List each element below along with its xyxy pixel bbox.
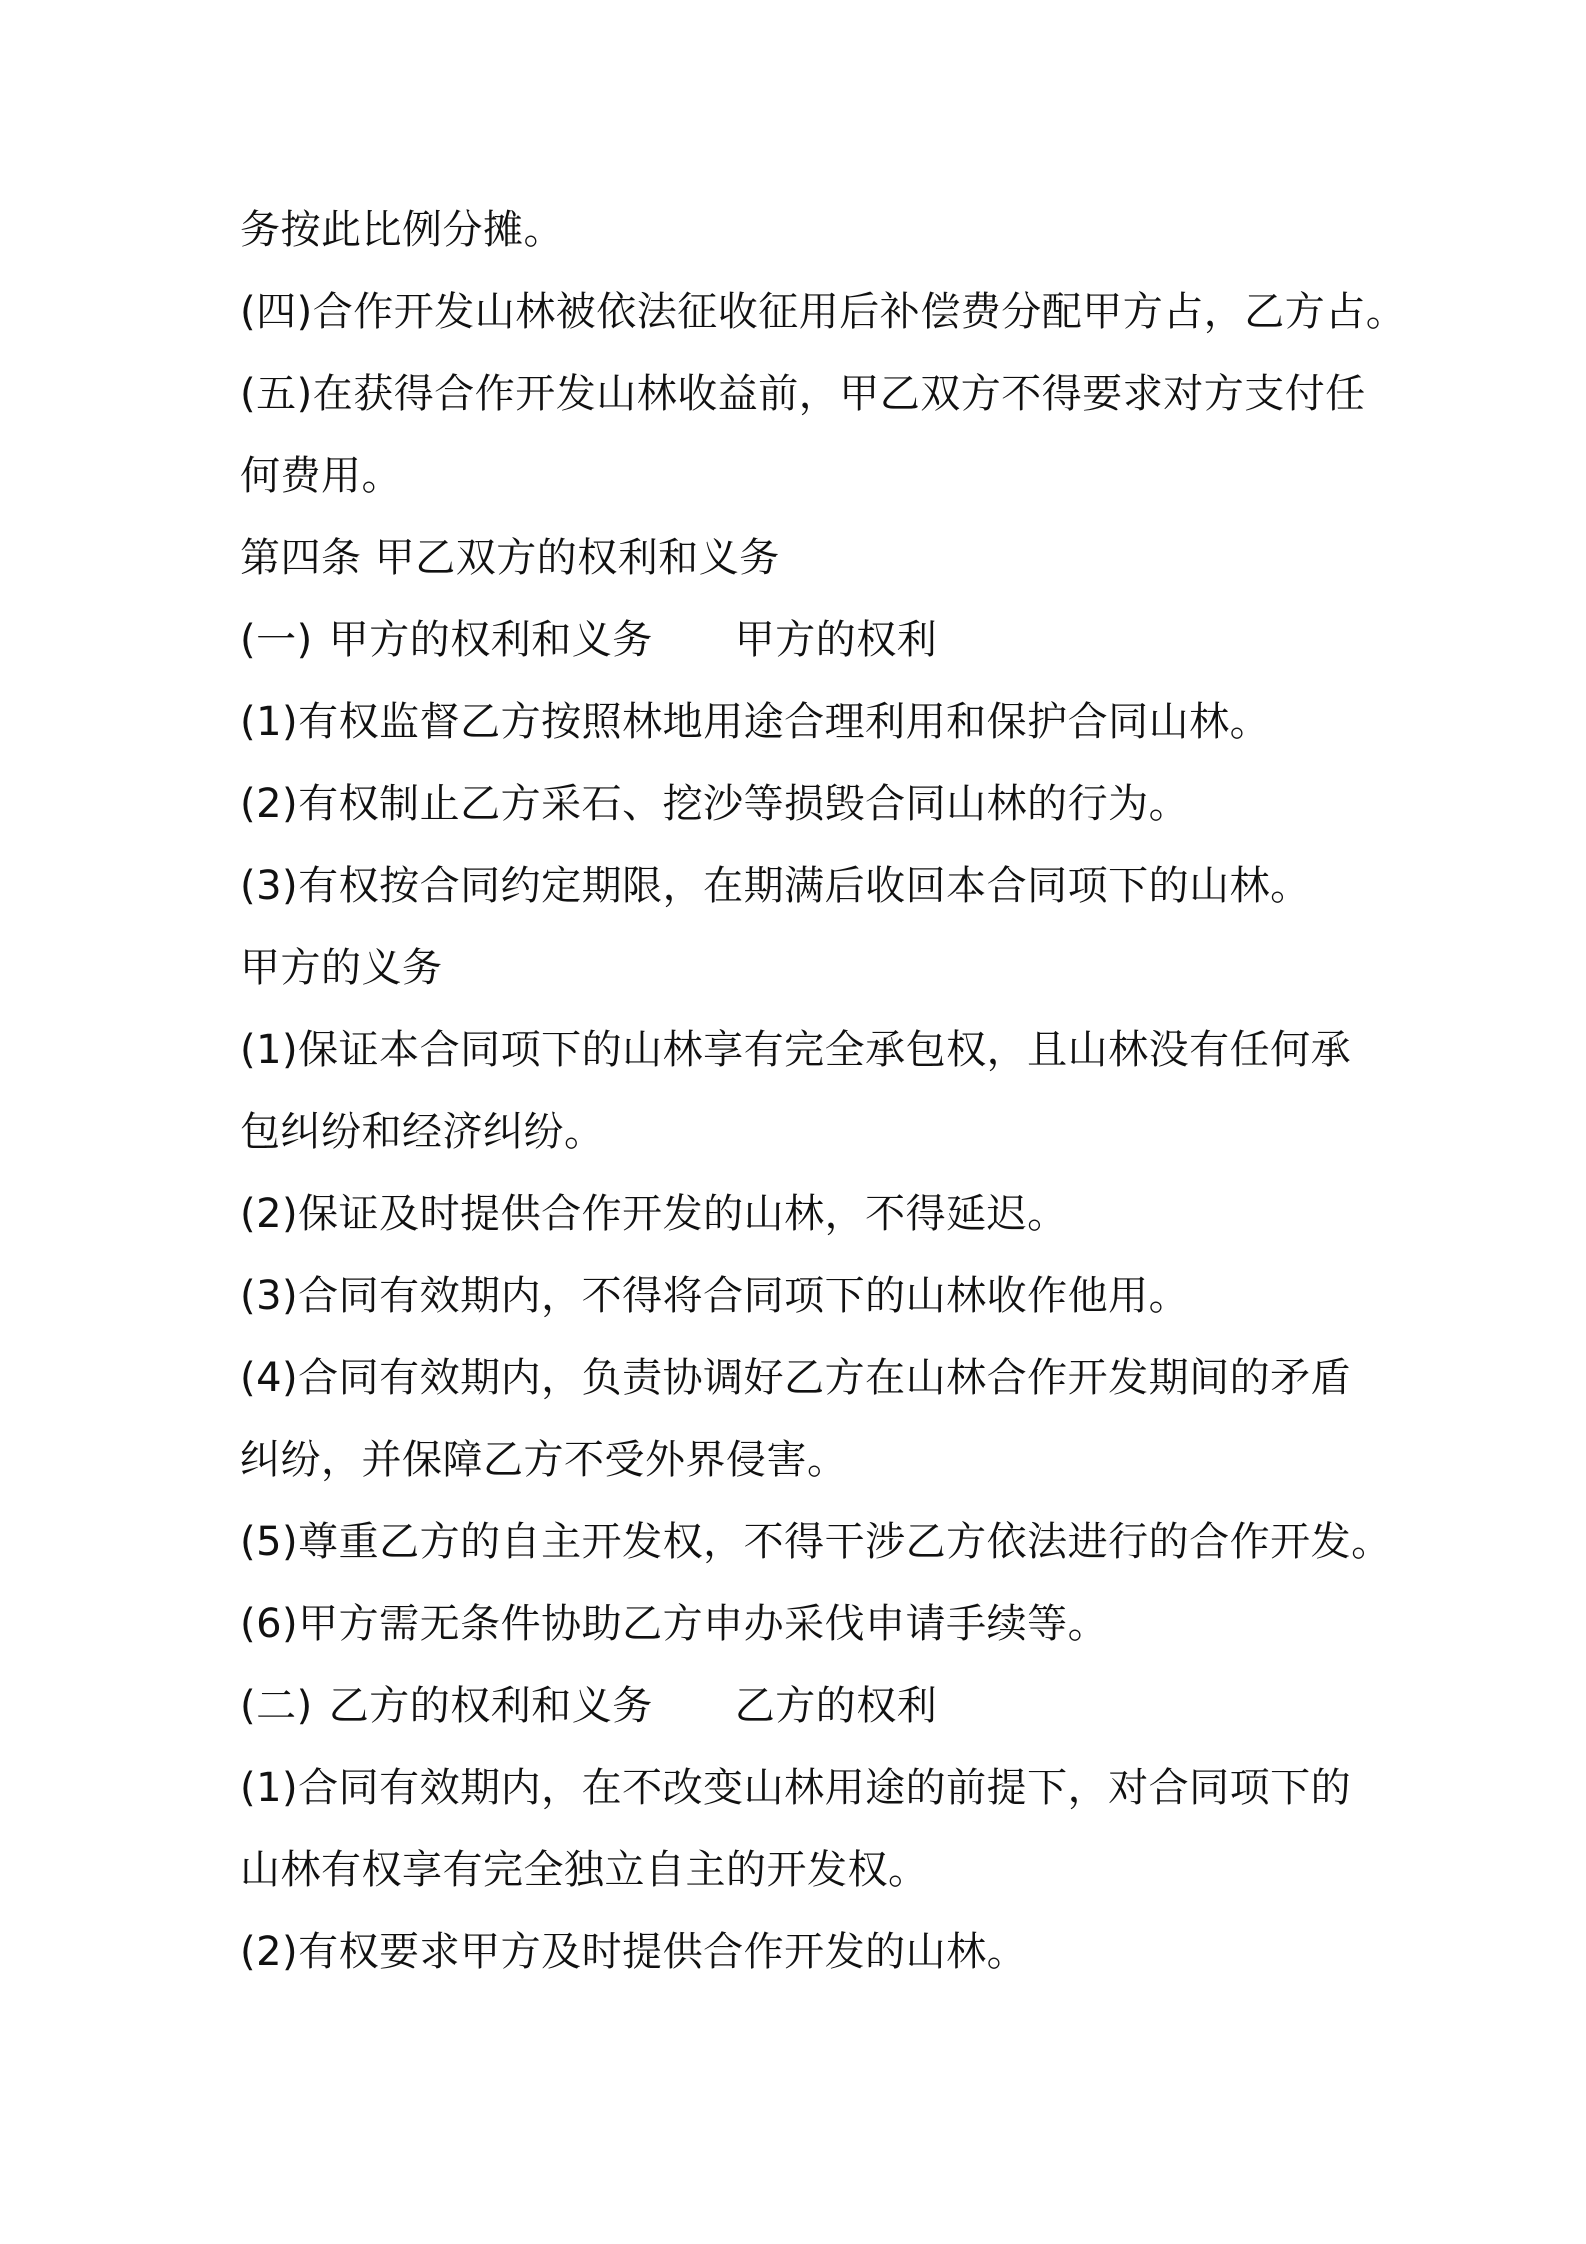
text-line: (1)合同有效期内，在不改变山林用途的前提下，对合同项下的 — [240, 1765, 1352, 1811]
text-line: (6)甲方需无条件协助乙方申办采伐申请手续等。 — [240, 1601, 1109, 1647]
section-subtitle: 乙方的权利 — [734, 1683, 938, 1729]
text-line: 务按此比例分摊。 — [240, 207, 564, 253]
sub-heading: 甲方的义务 — [240, 945, 443, 991]
text-line: 何费用。 — [240, 453, 402, 499]
section-subtitle: 甲方的权利 — [734, 617, 938, 663]
text-line: (4)合同有效期内，负责协调好乙方在山林合作开发期间的矛盾 — [240, 1355, 1352, 1401]
text-line: (1)保证本合同项下的山林享有完全承包权，且山林没有任何承 — [240, 1027, 1352, 1073]
text-line: (五)在获得合作开发山林收益前，甲乙双方不得要求对方支付任 — [240, 371, 1366, 417]
text-line: (四)合作开发山林被依法征收征用后补偿费分配甲方占，乙方占。 — [240, 289, 1407, 335]
text-line: (1)有权监督乙方按照林地用途合理利用和保护合同山林。 — [240, 699, 1271, 745]
section-title: 甲方的权利和义务 — [328, 617, 653, 663]
text-line: (3)合同有效期内，不得将合同项下的山林收作他用。 — [240, 1273, 1190, 1319]
article-heading: 第四条 甲乙双方的权利和义务 — [240, 535, 780, 581]
text-line: (3)有权按合同约定期限，在期满后收回本合同项下的山林。 — [240, 863, 1311, 909]
text-line: 包纠纷和经济纠纷。 — [240, 1109, 605, 1155]
section-label: (一) — [240, 617, 313, 663]
section-label: (二) — [240, 1683, 313, 1729]
text-line: 山林有权享有完全独立自主的开发权。 — [240, 1847, 929, 1893]
text-line: (2)保证及时提供合作开发的山林，不得延迟。 — [240, 1191, 1068, 1237]
text-line: (5)尊重乙方的自主开发权，不得干涉乙方依法进行的合作开发。 — [240, 1519, 1392, 1565]
section-heading-party-a — [240, 616, 937, 664]
section-title: 乙方的权利和义务 — [328, 1683, 653, 1729]
text-line: (2)有权要求甲方及时提供合作开发的山林。 — [240, 1929, 1028, 1975]
text-line: (2)有权制止乙方采石、挖沙等损毁合同山林的行为。 — [240, 781, 1190, 827]
section-heading-party-b — [240, 1682, 937, 1730]
text-line: 纠纷，并保障乙方不受外界侵害。 — [240, 1437, 848, 1483]
